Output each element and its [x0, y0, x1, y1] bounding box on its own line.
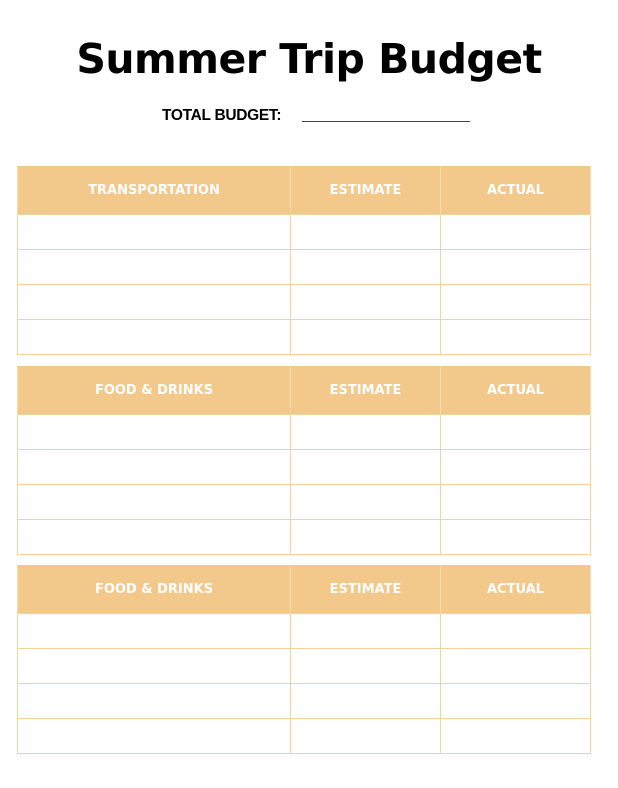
actual-cell[interactable] — [441, 450, 591, 485]
table-header-row — [18, 367, 591, 415]
item-cell[interactable] — [18, 719, 291, 754]
actual-cell[interactable] — [441, 485, 591, 520]
actual-cell[interactable] — [441, 250, 591, 285]
category-header: FOOD & DRINKS — [18, 367, 291, 415]
estimate-cell[interactable] — [291, 520, 441, 555]
table-row — [18, 215, 591, 250]
table-row — [18, 649, 591, 684]
item-cell[interactable] — [18, 684, 291, 719]
budget-table-transportation — [17, 166, 591, 355]
table-row — [18, 485, 591, 520]
item-cell[interactable] — [18, 450, 291, 485]
item-cell[interactable] — [18, 485, 291, 520]
table-header-row — [18, 167, 591, 215]
item-cell[interactable] — [18, 520, 291, 555]
table-row — [18, 415, 591, 450]
table-header-row — [18, 566, 591, 614]
table-row — [18, 520, 591, 555]
total-budget-field[interactable] — [302, 121, 470, 122]
estimate-cell[interactable] — [291, 450, 441, 485]
actual-cell[interactable] — [441, 649, 591, 684]
item-cell[interactable] — [18, 614, 291, 649]
total-budget-label: TOTAL BUDGET: — [162, 107, 282, 124]
estimate-cell[interactable] — [291, 250, 441, 285]
table-row — [18, 250, 591, 285]
estimate-cell[interactable] — [291, 649, 441, 684]
item-cell[interactable] — [18, 250, 291, 285]
estimate-header: ESTIMATE — [291, 566, 441, 614]
table-row — [18, 285, 591, 320]
item-cell[interactable] — [18, 649, 291, 684]
actual-cell[interactable] — [441, 684, 591, 719]
total-budget-row — [162, 106, 281, 126]
category-header: TRANSPORTATION — [18, 167, 291, 215]
table-row — [18, 719, 591, 754]
table-row — [18, 450, 591, 485]
actual-cell[interactable] — [441, 320, 591, 355]
estimate-cell[interactable] — [291, 320, 441, 355]
estimate-cell[interactable] — [291, 285, 441, 320]
table-row — [18, 320, 591, 355]
estimate-header: ESTIMATE — [291, 167, 441, 215]
actual-cell[interactable] — [441, 215, 591, 250]
table-row — [18, 684, 591, 719]
table-row — [18, 614, 591, 649]
estimate-cell[interactable] — [291, 684, 441, 719]
actual-cell[interactable] — [441, 415, 591, 450]
actual-cell[interactable] — [441, 719, 591, 754]
estimate-cell[interactable] — [291, 614, 441, 649]
actual-header: ACTUAL — [441, 566, 591, 614]
page-title: Summer Trip Budget — [76, 35, 542, 83]
actual-cell[interactable] — [441, 614, 591, 649]
budget-table-food-drinks — [17, 366, 591, 555]
estimate-cell[interactable] — [291, 719, 441, 754]
estimate-cell[interactable] — [291, 215, 441, 250]
item-cell[interactable] — [18, 415, 291, 450]
item-cell[interactable] — [18, 320, 291, 355]
category-header: FOOD & DRINKS — [18, 566, 291, 614]
actual-header: ACTUAL — [441, 167, 591, 215]
actual-cell[interactable] — [441, 520, 591, 555]
estimate-header: ESTIMATE — [291, 367, 441, 415]
estimate-cell[interactable] — [291, 485, 441, 520]
item-cell[interactable] — [18, 215, 291, 250]
actual-cell[interactable] — [441, 285, 591, 320]
estimate-cell[interactable] — [291, 415, 441, 450]
item-cell[interactable] — [18, 285, 291, 320]
actual-header: ACTUAL — [441, 367, 591, 415]
budget-table-food-drinks-2 — [17, 565, 591, 754]
